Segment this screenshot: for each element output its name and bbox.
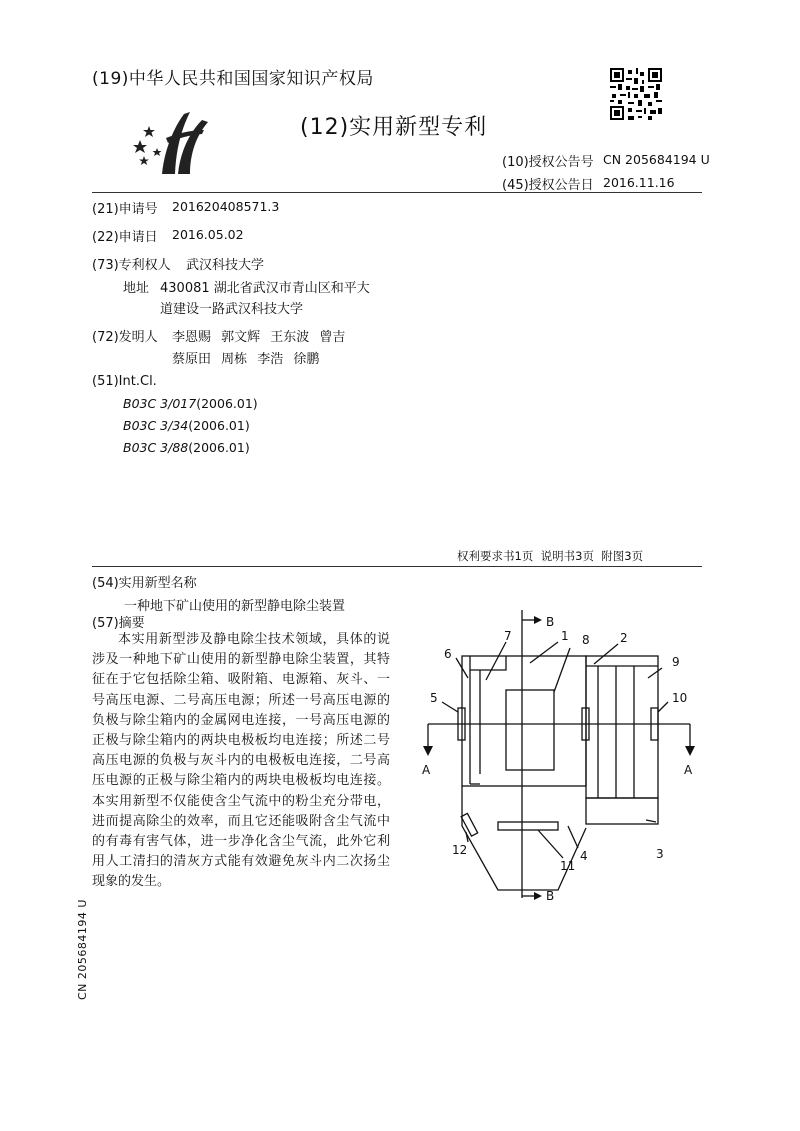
patent-type-title: (12)实用新型专利 xyxy=(300,115,488,140)
sipo-emblem-icon xyxy=(132,108,212,176)
callout-2: 2 xyxy=(620,631,628,645)
inlet-fitting xyxy=(461,813,478,836)
section-label-b-bottom: B xyxy=(546,889,555,903)
patentee-label: (73)专利权人 xyxy=(92,258,171,273)
ash-hopper xyxy=(462,786,586,890)
inventors-line-2: 蔡原田 周栋 李浩 徐鹏 xyxy=(172,352,320,367)
title-label: (54)实用新型名称 xyxy=(92,576,197,591)
header-rule xyxy=(92,192,702,193)
callout-4: 4 xyxy=(580,849,588,863)
application-number: 201620408571.3 xyxy=(172,199,280,214)
int-cl-code: B03C 3/017 xyxy=(123,396,197,411)
utility-model-title: 一种地下矿山使用的新型静电除尘装置 xyxy=(124,599,346,614)
section-label-a-left: A xyxy=(422,763,431,777)
issuing-office: (19)中华人民共和国国家知识产权局 xyxy=(92,69,374,89)
callout-9: 9 xyxy=(672,655,680,669)
abstract-text xyxy=(92,630,390,893)
callout-10: 10 xyxy=(672,691,688,705)
patentee: 武汉科技大学 xyxy=(186,258,265,273)
inventors-label: (72)发明人 xyxy=(92,330,158,345)
int-cl-entry xyxy=(123,418,250,433)
int-cl-code: B03C 3/34 xyxy=(123,418,189,433)
callout-3: 3 xyxy=(656,847,664,861)
mid-rule xyxy=(92,566,702,567)
callout-7: 7 xyxy=(504,629,512,643)
int-cl-date: (2006.01) xyxy=(196,396,258,411)
address-line-1: 430081 湖北省武汉市青山区和平大 xyxy=(160,281,370,296)
callout-11: 11 xyxy=(560,859,576,873)
application-number-label: (21)申请号 xyxy=(92,202,158,217)
publication-number-label: (10)授权公告号 xyxy=(502,155,594,170)
publication-date-label: (45)授权公告日 xyxy=(502,178,594,193)
publication-number: CN 205684194 U xyxy=(603,152,710,167)
address-label: 地址 xyxy=(123,281,150,296)
hopper-electrode-plate xyxy=(498,822,558,830)
callout-6: 6 xyxy=(444,647,452,661)
callout-12: 12 xyxy=(452,843,468,857)
qr-code-icon xyxy=(610,68,662,120)
int-cl-label: (51)Int.Cl. xyxy=(92,374,157,389)
callout-8: 8 xyxy=(582,633,590,647)
inventors-line-1: 李恩赐 郭文辉 王东波 曾吉 xyxy=(172,330,346,345)
callout-5: 5 xyxy=(430,691,438,705)
publication-date: 2016.11.16 xyxy=(603,175,675,190)
abstract-label: (57)摘要 xyxy=(92,616,145,631)
device-diagram xyxy=(418,608,708,908)
section-label-b-top: B xyxy=(546,615,555,629)
int-cl-date: (2006.01) xyxy=(188,418,250,433)
abstract-paragraph: 本实用新型涉及静电除尘技术领域，具体的说涉及一种地下矿山使用的新型静电除尘装置，其特征在于它包括除尘箱、吸附箱、电源箱、灰斗、一号高压电源、二号高压电源；所述一号高压电源的负极与除尘箱内的金属网电连接，一号高压电源的正极与除尘箱内的两块电极板均电连接；所述二号高压电源的负极与灰斗内的电极板电连接，二号高压电源的正极与除尘箱内的两块电极板均电连接。本实用新型不仅能使含尘气流中的粉尘充分带电，进而提高除尘的效率，而且它还能吸附含尘气流中的有毒有害气体，进一步净化含尘气流，此外它利用人工清扫的清灰方式能有效避免灰斗内二次扬尘现象的发生。 xyxy=(92,632,390,890)
section-label-a-right: A xyxy=(684,763,693,777)
int-cl-code: B03C 3/88 xyxy=(123,440,189,455)
int-cl-entry xyxy=(123,440,250,455)
int-cl-date: (2006.01) xyxy=(188,440,250,455)
application-date-label: (22)申请日 xyxy=(92,230,158,245)
metal-mesh xyxy=(506,690,554,770)
page-counts: 权利要求书1页 说明书3页 附图3页 xyxy=(457,549,644,563)
callout-1: 1 xyxy=(561,629,569,643)
adsorption-box xyxy=(586,656,658,798)
address-line-2: 道建设一路武汉科技大学 xyxy=(160,302,304,317)
application-date: 2016.05.02 xyxy=(172,227,244,242)
side-publication-number: CN 205684194 U xyxy=(76,899,89,1000)
int-cl-entry xyxy=(123,396,258,411)
